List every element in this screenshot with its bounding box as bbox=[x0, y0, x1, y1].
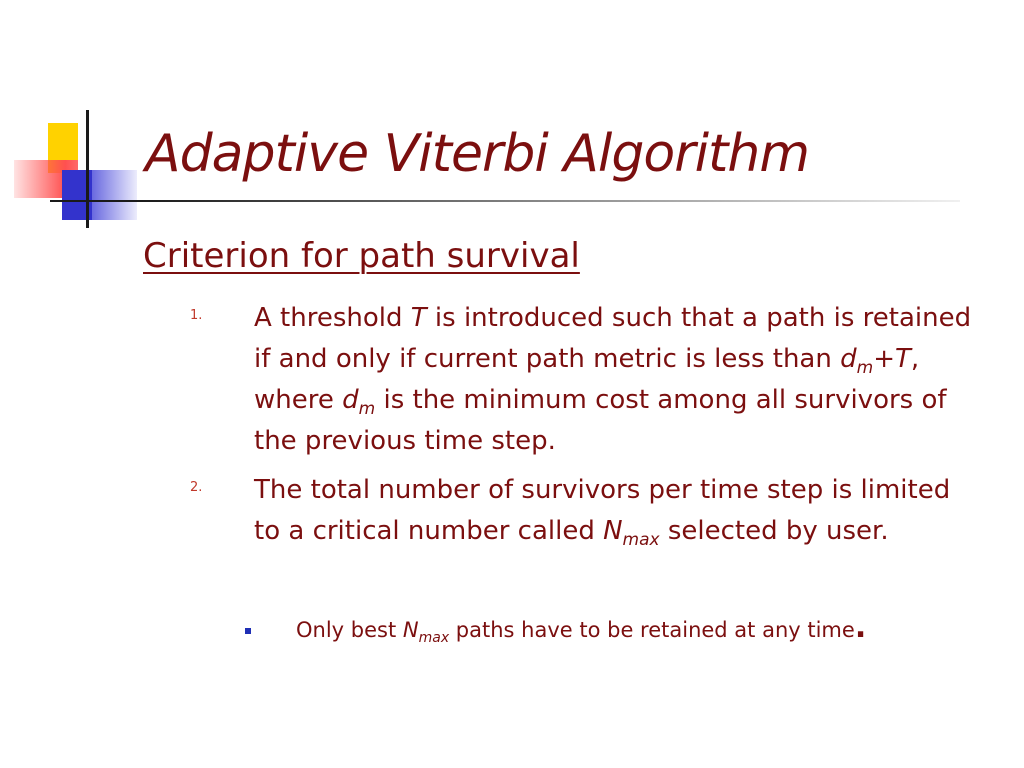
blue-fade-square bbox=[92, 170, 137, 220]
logo-vertical-line bbox=[86, 110, 89, 228]
slide-subtitle: Criterion for path survival bbox=[143, 236, 580, 276]
square-bullet-icon bbox=[245, 628, 251, 634]
colored-squares-logo-icon bbox=[0, 0, 150, 240]
title-divider bbox=[50, 200, 960, 202]
item-text: The total number of survivors per time step is limited to a critical number called $N_{max}$ selected by user. bbox=[254, 475, 951, 550]
item-number: 1. bbox=[190, 308, 203, 323]
item-number: 2. bbox=[190, 480, 203, 495]
sub-bullet-text: Only best $N_{max}$ paths have to be retained at any time. bbox=[296, 610, 867, 646]
item-text: A threshold T is introduced such that a path is retained if and only if current path metric is less than $d_m+T$, where $d_m$ is the minimum cost among all survivors of the previous time step. bbox=[254, 303, 972, 456]
slide-title: Adaptive Viterbi Algorithm bbox=[145, 124, 810, 184]
